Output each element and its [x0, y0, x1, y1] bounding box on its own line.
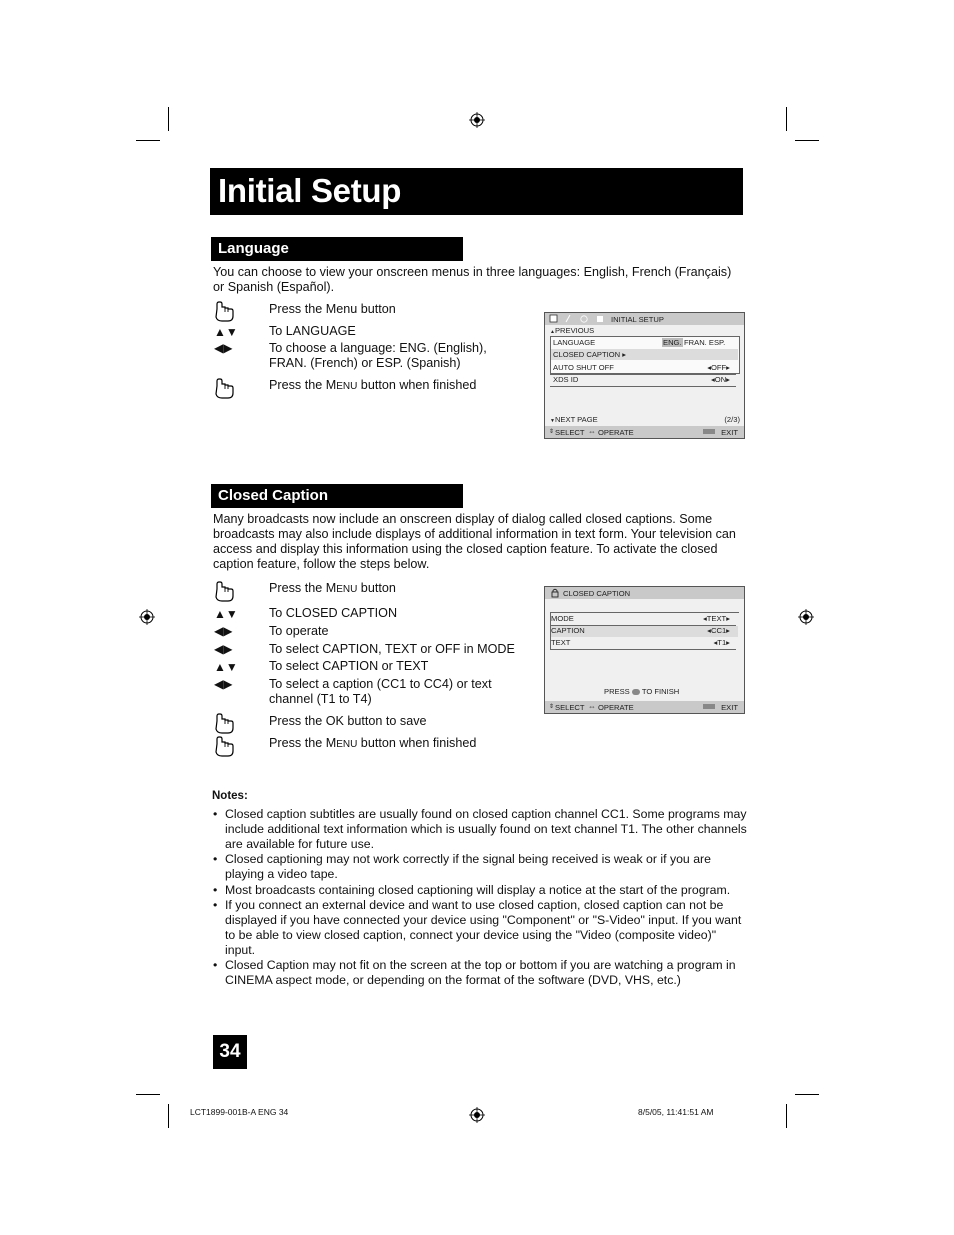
osd-row-value: ◂CC1▸: [707, 626, 730, 635]
closed-caption-intro: Many broadcasts now include an onscreen display of dialog called closed captions. Some broadcasts may also include displays of additional information in text form. Your television can access and display this information using the closed caption feature. To activate the closed caption feature, follow the steps below.: [213, 512, 736, 571]
osd-footer-operate: OPERATE: [598, 703, 634, 712]
note-text: Closed Caption may not fit on the screen at the top or bottom if you are watching a program in CINEMA aspect mode, or depending on the format of the software (DVD, VHS, etc.): [225, 958, 736, 987]
left-right-arrow-icon: ◀▶: [214, 677, 233, 691]
hand-press-icon: [213, 712, 235, 734]
crop-mark: [168, 107, 169, 131]
crop-mark: [795, 140, 819, 141]
left-right-arrow-icon: ◀▶: [214, 341, 233, 355]
language-step-3: To choose a language: ENG. (English), FRAN. (French) or ESP. (Spanish): [269, 341, 487, 370]
registration-mark-icon: [798, 609, 814, 625]
ok-key-icon: [632, 689, 640, 695]
osd-row-caption[interactable]: [550, 626, 736, 637]
osd-finish-label: TO FINISH: [641, 687, 680, 696]
registration-mark-icon: [469, 112, 485, 128]
up-down-arrow-icon: ▲▼: [214, 325, 238, 339]
osd-press-to-finish: [604, 687, 679, 696]
osd-next-page: ▼NEXT PAGE (2/3): [550, 415, 740, 424]
osd-row-label: CLOSED CAPTION ▸: [553, 350, 627, 359]
up-down-arrow-icon: ▲▼: [214, 660, 238, 674]
note-text: Closed caption subtitles are usually found on closed caption channel CC1. Some programs may include additional text information which is usually found on text channel T1. The other channels are available for future use.: [225, 807, 747, 851]
osd-next-page-label: NEXT PAGE: [554, 415, 598, 424]
note-text: Closed captioning may not work correctly if the signal being received is weak or if you are playing a video tape.: [225, 852, 711, 881]
osd-footer-select: SELECT: [555, 428, 585, 437]
step-text-smallcaps: ENU: [336, 739, 358, 750]
hand-press-icon: [213, 300, 235, 322]
step-text: button: [357, 302, 396, 316]
osd-initial-setup-screen: [544, 312, 745, 439]
crop-mark: [136, 140, 160, 141]
osd-row-value: ◂T1▸: [713, 638, 730, 647]
osd-row-text[interactable]: [550, 638, 736, 650]
step-text-smallcaps: Menu: [325, 302, 358, 316]
cc-step-2: To CLOSED CAPTION: [269, 606, 398, 620]
osd-previous-label: PREVIOUS: [554, 326, 595, 335]
step-text: button: [357, 581, 396, 595]
osd-option-selected[interactable]: ENG.: [663, 338, 682, 347]
step-text: Press the M: [269, 736, 337, 750]
menu-key-icon: [703, 429, 715, 434]
lock-icon: [551, 588, 559, 598]
osd-page-indicator: (2/3): [724, 415, 740, 424]
note-text: Most broadcasts containing closed captioning will display a notice at the start of the program.: [225, 883, 731, 897]
osd-footer: ⇕ SELECT ⇔ OPERATE EXIT: [545, 426, 744, 438]
hand-press-icon: [213, 735, 235, 757]
osd-row-value: ◂OFF▸: [707, 363, 730, 372]
osd-row-xds-id[interactable]: [550, 375, 736, 387]
osd-footer-exit: EXIT: [721, 428, 738, 437]
page-number: 34: [213, 1035, 247, 1069]
osd-footer-select: SELECT: [555, 703, 585, 712]
crop-mark: [136, 1094, 160, 1095]
crop-mark: [786, 1104, 787, 1128]
crop-mark: [168, 1104, 169, 1128]
osd-header: [545, 313, 744, 325]
up-down-arrow-icon: ▲▼: [214, 607, 238, 621]
step-text-smallcaps: ENU: [336, 584, 358, 595]
osd-row-value: ◂ON▸: [710, 375, 730, 384]
step-text: Press the M: [269, 378, 337, 392]
osd-footer: ⇕ SELECT ⇔ OPERATE EXIT: [545, 701, 744, 713]
osd-header: [545, 587, 744, 599]
osd-row-auto-shut-off[interactable]: [550, 363, 736, 375]
crop-mark: [786, 107, 787, 131]
step-text: button when finished: [357, 378, 477, 392]
osd-row-language[interactable]: [550, 338, 736, 349]
hand-press-icon: [213, 580, 235, 602]
cc-step-6: To select a caption (CC1 to CC4) or text channel (T1 to T4): [269, 677, 492, 706]
osd-row-label: CAPTION: [551, 626, 585, 635]
left-right-arrow-icon: ◀▶: [214, 642, 233, 656]
step-text: Press the M: [269, 581, 337, 595]
menu-tab-icons: [549, 314, 609, 324]
osd-header-title: INITIAL SETUP: [611, 315, 664, 324]
registration-mark-icon: [469, 1107, 485, 1123]
osd-row-label: AUTO SHUT OFF: [553, 363, 614, 372]
osd-row-closed-caption[interactable]: [550, 350, 736, 361]
step-text: Press the: [269, 302, 326, 316]
section-heading-closed-caption: [211, 484, 463, 508]
osd-footer-exit: EXIT: [721, 703, 738, 712]
osd-row-label: TEXT: [551, 638, 571, 647]
footer-doc-id: LCT1899-001B-A ENG 34: [190, 1107, 289, 1117]
osd-header-title: CLOSED CAPTION: [563, 589, 631, 598]
step-text: button when finished: [357, 736, 477, 750]
page-title: Initial Setup: [218, 172, 402, 209]
cc-step-4: To select CAPTION, TEXT or OFF in MODE: [269, 642, 515, 656]
step-text-smallcaps: ENU: [336, 381, 358, 392]
osd-row-value: ◂TEXT▸: [702, 614, 730, 623]
crop-mark: [795, 1094, 819, 1095]
osd-previous: ▲PREVIOUS: [550, 326, 595, 335]
osd-press-label: PRESS: [604, 687, 630, 696]
language-step-2: To LANGUAGE: [269, 324, 356, 338]
language-step-4: [269, 378, 476, 394]
menu-key-icon: [703, 704, 715, 709]
cc-step-3: To operate: [269, 624, 329, 638]
footer-timestamp: 8/5/05, 11:41:51 AM: [638, 1107, 714, 1117]
osd-row-label: XDS ID: [553, 375, 579, 384]
osd-closed-caption-screen: [544, 586, 745, 714]
osd-option-others[interactable]: FRAN. ESP.: [684, 338, 726, 347]
cc-step-1: [269, 581, 396, 597]
cc-step-8: [269, 736, 476, 752]
cc-step-5: To select CAPTION or TEXT: [269, 659, 429, 673]
registration-mark-icon: [139, 609, 155, 625]
hand-press-icon: [213, 377, 235, 399]
language-step-1: [269, 302, 396, 317]
section-heading-language: [211, 237, 463, 261]
section-heading-text: Language: [218, 240, 289, 257]
osd-footer-operate: OPERATE: [598, 428, 634, 437]
cc-step-7: Press the OK button to save: [269, 714, 427, 728]
osd-row-mode[interactable]: [550, 614, 736, 626]
osd-row-label: LANGUAGE: [553, 338, 596, 347]
notes-title: Notes:: [212, 790, 248, 802]
page-title-bar: [210, 168, 743, 215]
osd-row-label: MODE: [551, 614, 574, 623]
section-heading-text: Closed Caption: [218, 487, 329, 504]
left-right-arrow-icon: ◀▶: [214, 624, 233, 638]
note-text: If you connect an external device and want to use closed caption, closed caption can not be displayed if you have connected your device using "Component" or "S-Video" input. If you want to be able to view closed caption, connect your device using the "Video (composite video)" input.: [225, 898, 742, 957]
language-intro: You can choose to view your onscreen menus in three languages: English, French (Français) or Spanish (Español).: [213, 265, 732, 294]
